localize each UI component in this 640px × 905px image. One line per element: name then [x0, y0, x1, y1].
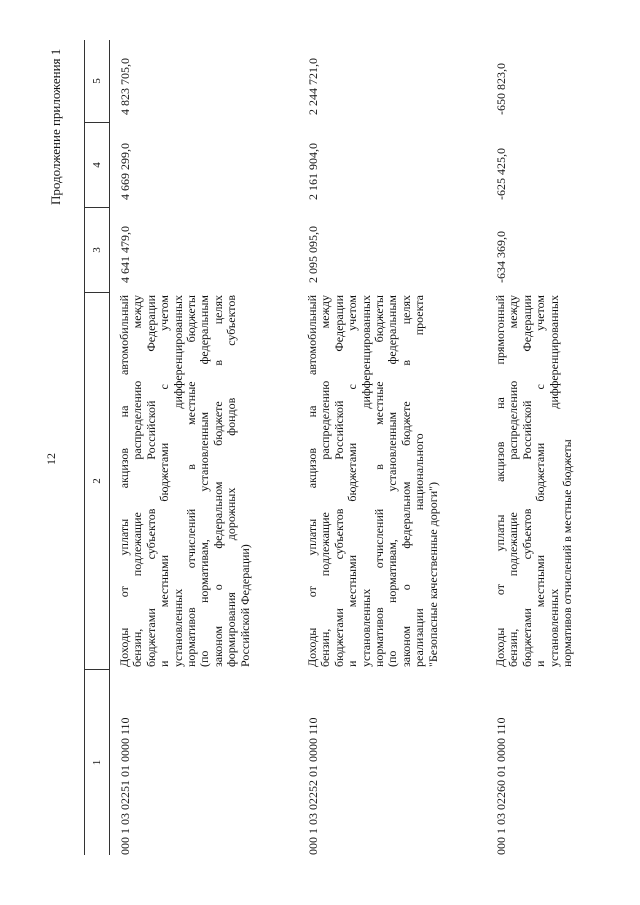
description-line: нормативов отчислений в местные бюджеты: [372, 295, 387, 667]
description-line: и местными бюджетами с учетом: [157, 295, 172, 667]
row-description: [118, 295, 252, 667]
value-col5: 4 823 705,0: [118, 58, 132, 115]
description-line: реализации национального проекта: [412, 295, 427, 667]
budget-code: 000 1 03 02252 01 0000 110: [306, 717, 320, 855]
header-divider: [85, 669, 109, 670]
row-description: [494, 295, 574, 667]
description-line: нормативов отчислений в местные бюджеты: [184, 295, 199, 667]
description-line: "Безопасные качественные дороги"): [425, 481, 440, 667]
page-number: 12: [44, 453, 58, 465]
description-line: установленных дифференцированных: [546, 295, 561, 667]
description-line: бюджетами субъектов Российской Федерации: [331, 295, 346, 667]
table-header: [84, 40, 110, 855]
description-line: бюджетами субъектов Российской Федерации: [143, 295, 158, 667]
revenue-table: [84, 40, 604, 855]
table-row: [118, 40, 258, 855]
table-row: [494, 40, 584, 855]
description-line: формирования дорожных фондов субъектов: [224, 295, 239, 667]
description-line: законом о федеральном бюджете в целях: [210, 295, 225, 667]
value-col5: -650 823,0: [494, 63, 508, 115]
budget-code: 000 1 03 02251 01 0000 110: [118, 717, 132, 855]
description-line: Доходы от уплаты акцизов на прямогонный: [493, 295, 507, 667]
description-line: Доходы от уплаты акцизов на автомобильный: [305, 295, 319, 667]
column-header-4: 4: [91, 162, 103, 168]
description-line: бюджетами субъектов Российской Федерации: [519, 295, 534, 667]
row-description: [306, 295, 440, 667]
description-line: установленных дифференцированных: [358, 295, 373, 667]
header-divider: [85, 292, 109, 293]
column-header-2: 2: [91, 478, 103, 484]
value-col3: -634 369,0: [494, 231, 508, 283]
value-col3: 4 641 479,0: [118, 226, 132, 283]
value-col4: 4 669 299,0: [118, 143, 132, 200]
description-line: Доходы от уплаты акцизов на автомобильный: [117, 295, 131, 667]
description-line: нормативов отчислений в местные бюджеты: [560, 439, 575, 667]
description-line: бензин, подлежащие распределению между: [130, 295, 145, 667]
header-divider: [85, 207, 109, 208]
column-header-5: 5: [91, 78, 103, 84]
column-header-1: 1: [91, 759, 103, 766]
value-col4: 2 161 904,0: [306, 143, 320, 200]
value-col5: 2 244 721,0: [306, 58, 320, 115]
value-col4: -625 425,0: [494, 148, 508, 200]
table-row: [306, 40, 446, 855]
description-line: законом о федеральном бюджете в целях: [398, 295, 413, 667]
value-col3: 2 095 095,0: [306, 226, 320, 283]
description-line: установленных дифференцированных: [170, 295, 185, 667]
description-line: (по нормативам, установленным федеральным: [385, 295, 400, 667]
description-line: Российской Федерации): [237, 544, 252, 667]
budget-code: 000 1 03 02260 01 0000 110: [494, 717, 508, 855]
description-line: бензин, подлежащие распределению между: [506, 295, 521, 667]
column-header-3: 3: [91, 247, 103, 253]
continuation-title: Продолжение приложения 1: [48, 48, 63, 205]
description-line: бензин, подлежащие распределению между: [318, 295, 333, 667]
description-line: (по нормативам, установленным федеральным: [197, 295, 212, 667]
description-line: и местными бюджетами с учетом: [345, 295, 360, 667]
header-divider: [85, 122, 109, 123]
description-line: и местными бюджетами с учетом: [533, 295, 548, 667]
